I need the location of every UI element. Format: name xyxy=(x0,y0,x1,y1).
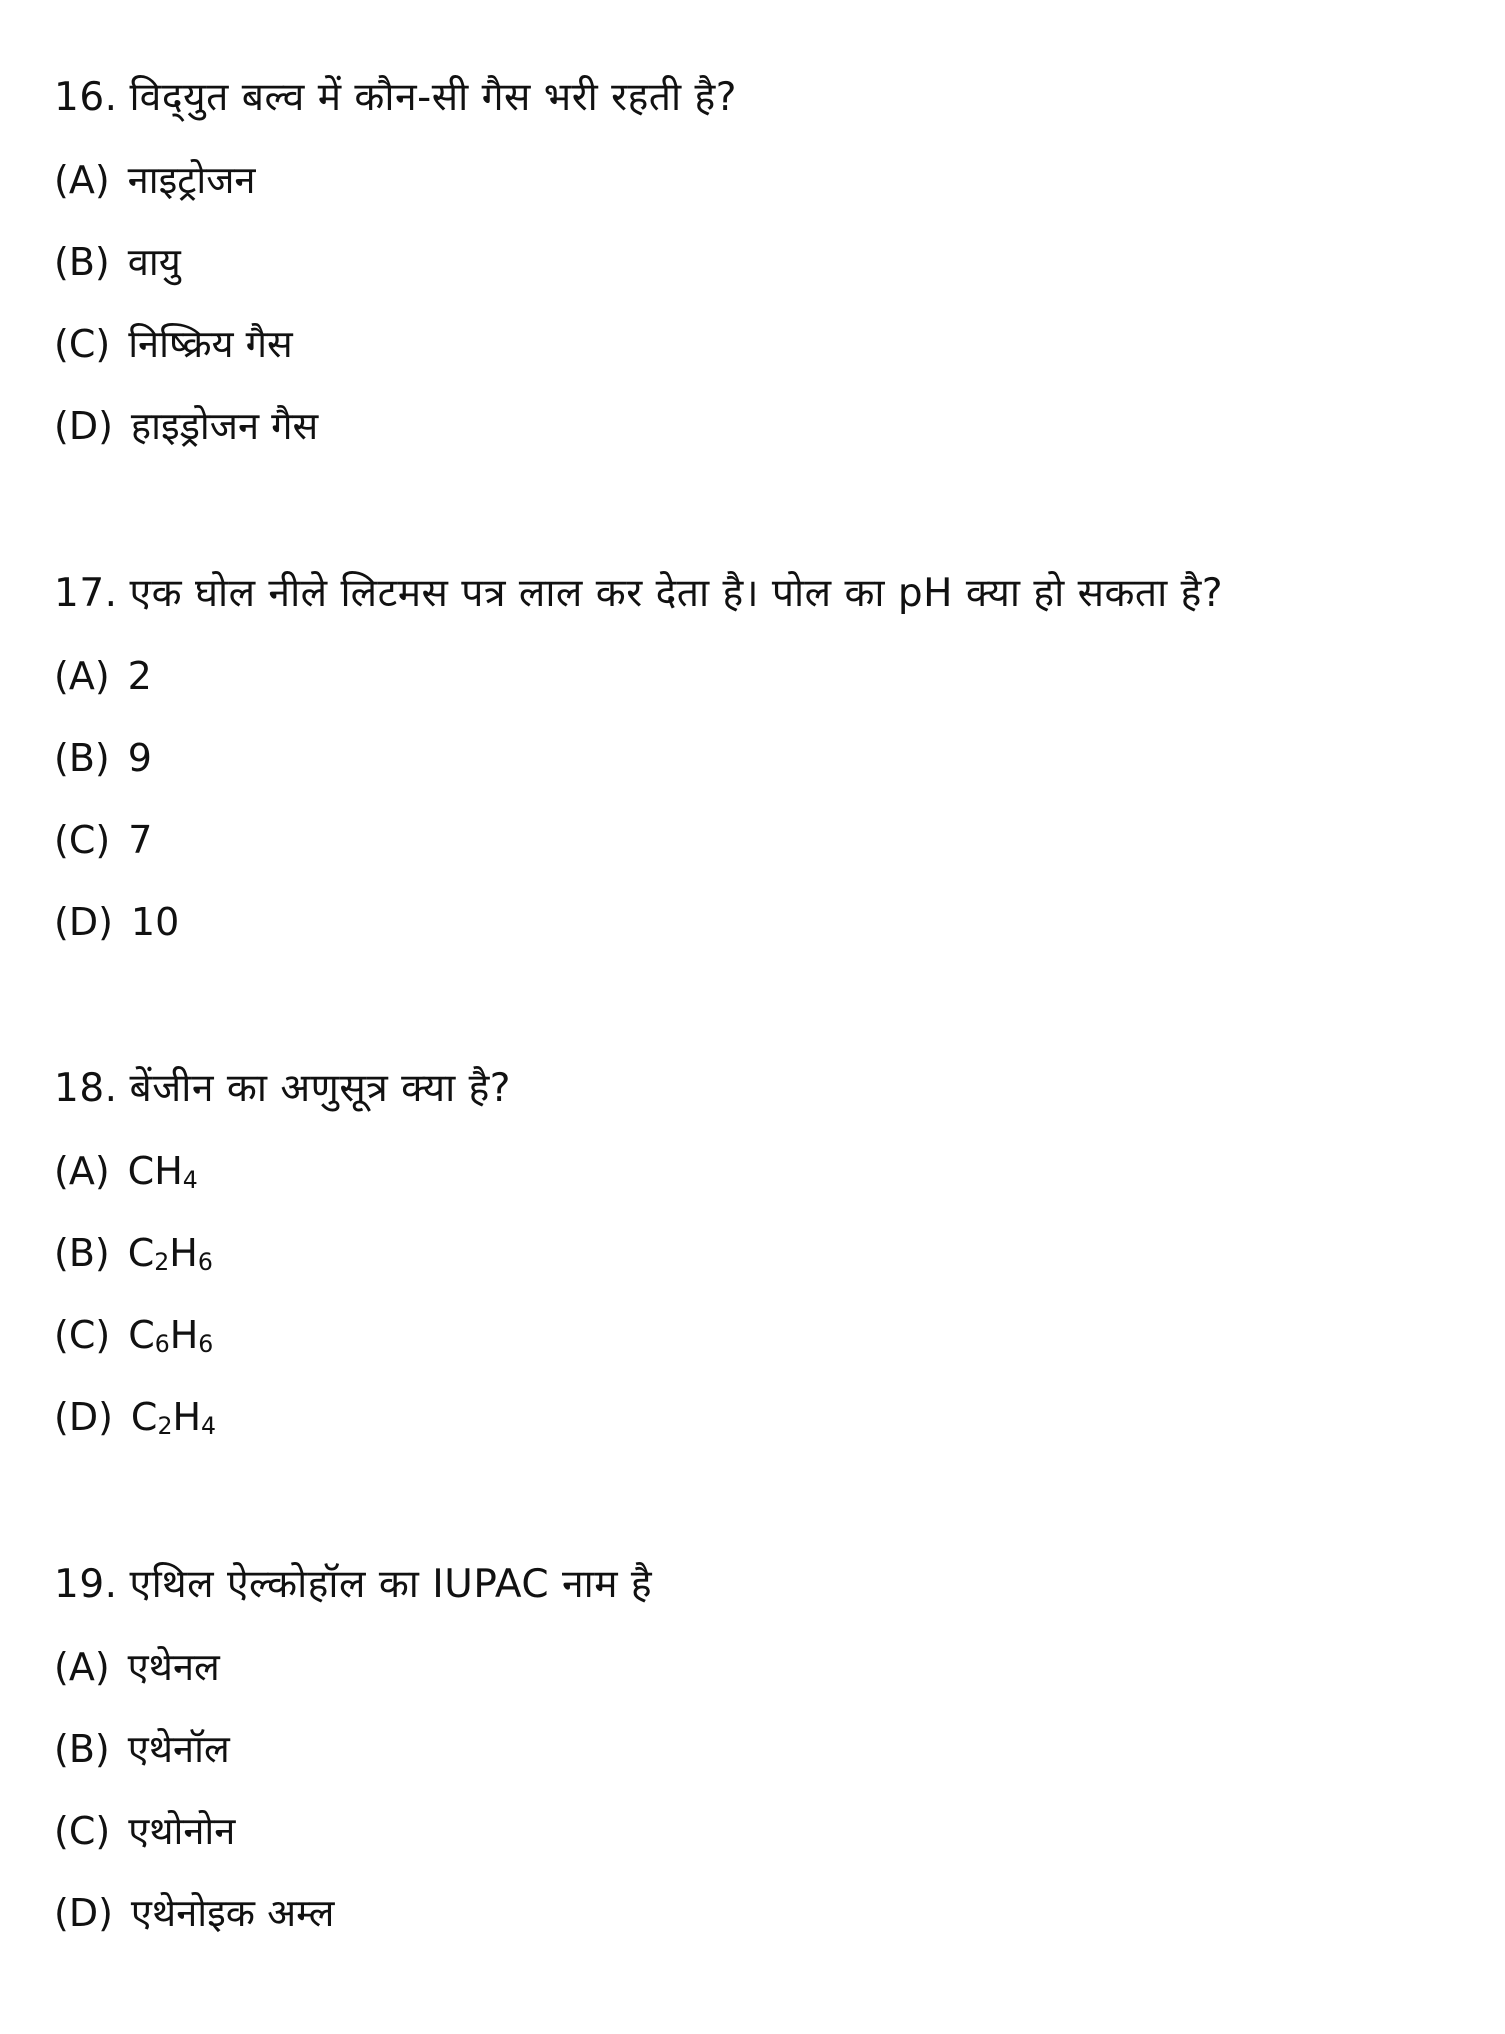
element-symbol: H xyxy=(169,1313,199,1357)
option-label: (C) xyxy=(54,322,111,366)
option-text: हाइड्रोजन गैस xyxy=(130,404,319,448)
option-list xyxy=(54,1641,1454,1939)
question-16 xyxy=(54,72,1454,452)
element-subscript: 4 xyxy=(182,1166,198,1195)
option-list xyxy=(54,154,1454,452)
question-text: एक घोल नीले लिटमस पत्र लाल कर देता है। पोल का pH क्या हो सकता है? xyxy=(129,571,1224,616)
question-18 xyxy=(54,1063,1454,1443)
option-label: (D) xyxy=(54,404,113,448)
option-b xyxy=(54,1227,1454,1279)
option-a xyxy=(54,154,1454,206)
question-number: 18. xyxy=(54,1066,118,1111)
option-label: (D) xyxy=(54,1395,113,1439)
option-d xyxy=(54,896,1454,948)
element-subscript: 4 xyxy=(201,1412,217,1441)
question-title xyxy=(54,1063,1454,1115)
question-19 xyxy=(54,1559,1454,1939)
option-text: 7 xyxy=(128,818,153,862)
chemical-formula xyxy=(128,1149,198,1193)
option-a xyxy=(54,1145,1454,1197)
element-subscript: 6 xyxy=(197,1248,213,1277)
option-text: नाइट्रोजन xyxy=(127,158,256,202)
option-b xyxy=(54,236,1454,288)
chemical-formula xyxy=(131,1395,216,1439)
option-text: एथेनॉल xyxy=(127,1727,230,1771)
element-symbol: C xyxy=(128,1313,155,1357)
element-symbol: C xyxy=(127,1231,155,1275)
element-subscript: 2 xyxy=(157,1412,173,1441)
option-a xyxy=(54,1641,1454,1693)
question-number: 19. xyxy=(54,1562,118,1607)
option-label: (D) xyxy=(54,900,113,944)
option-text: 2 xyxy=(127,654,152,698)
option-label: (B) xyxy=(54,736,110,780)
element-subscript: 6 xyxy=(154,1330,170,1359)
element-symbol: C xyxy=(130,1395,158,1439)
option-label: (D) xyxy=(54,1891,113,1935)
option-label: (A) xyxy=(54,158,110,202)
option-c xyxy=(54,1805,1454,1857)
question-text: बेंजीन का अणुसूत्र क्या है? xyxy=(129,1066,512,1111)
element-symbol: H xyxy=(172,1395,202,1439)
chemical-formula xyxy=(128,1313,213,1357)
element-subscript: 2 xyxy=(154,1248,170,1277)
element-symbol: C xyxy=(127,1149,155,1193)
option-text: एथोनोन xyxy=(128,1809,236,1853)
option-c xyxy=(54,1309,1454,1361)
option-d xyxy=(54,400,1454,452)
question-text: विद्‌युत बल्व में कौन-सी गैस भरी रहती है? xyxy=(129,75,737,120)
question-title xyxy=(54,1559,1454,1611)
option-label: (B) xyxy=(54,240,110,284)
element-subscript: 6 xyxy=(198,1330,214,1359)
question-text: एथिल ऐल्कोहॉल का IUPAC नाम है xyxy=(129,1562,653,1607)
option-list xyxy=(54,1145,1454,1443)
option-label: (A) xyxy=(54,1645,110,1689)
option-label: (A) xyxy=(54,1149,110,1193)
question-title xyxy=(54,568,1454,620)
option-label: (C) xyxy=(54,1313,111,1357)
option-text: 10 xyxy=(130,900,180,944)
option-list xyxy=(54,650,1454,948)
element-symbol: H xyxy=(154,1149,183,1193)
question-title xyxy=(54,72,1454,124)
question-number: 17. xyxy=(54,571,118,616)
question-17 xyxy=(54,568,1454,948)
option-label: (C) xyxy=(54,818,111,862)
question-number: 16. xyxy=(54,75,118,120)
option-c xyxy=(54,814,1454,866)
option-label: (A) xyxy=(54,654,110,698)
option-text: एथेनोइक अम्ल xyxy=(130,1891,335,1935)
option-text: 9 xyxy=(127,736,152,780)
option-c xyxy=(54,318,1454,370)
option-label: (B) xyxy=(54,1727,110,1771)
option-text: वायु xyxy=(127,240,181,284)
option-label: (B) xyxy=(54,1231,110,1275)
option-a xyxy=(54,650,1454,702)
option-d xyxy=(54,1391,1454,1443)
element-symbol: H xyxy=(169,1231,198,1275)
option-d xyxy=(54,1887,1454,1939)
option-b xyxy=(54,732,1454,784)
option-text: एथेनल xyxy=(127,1645,220,1689)
option-text: निष्क्रिय गैस xyxy=(128,322,293,366)
option-label: (C) xyxy=(54,1809,111,1853)
chemical-formula xyxy=(128,1231,213,1275)
option-b xyxy=(54,1723,1454,1775)
